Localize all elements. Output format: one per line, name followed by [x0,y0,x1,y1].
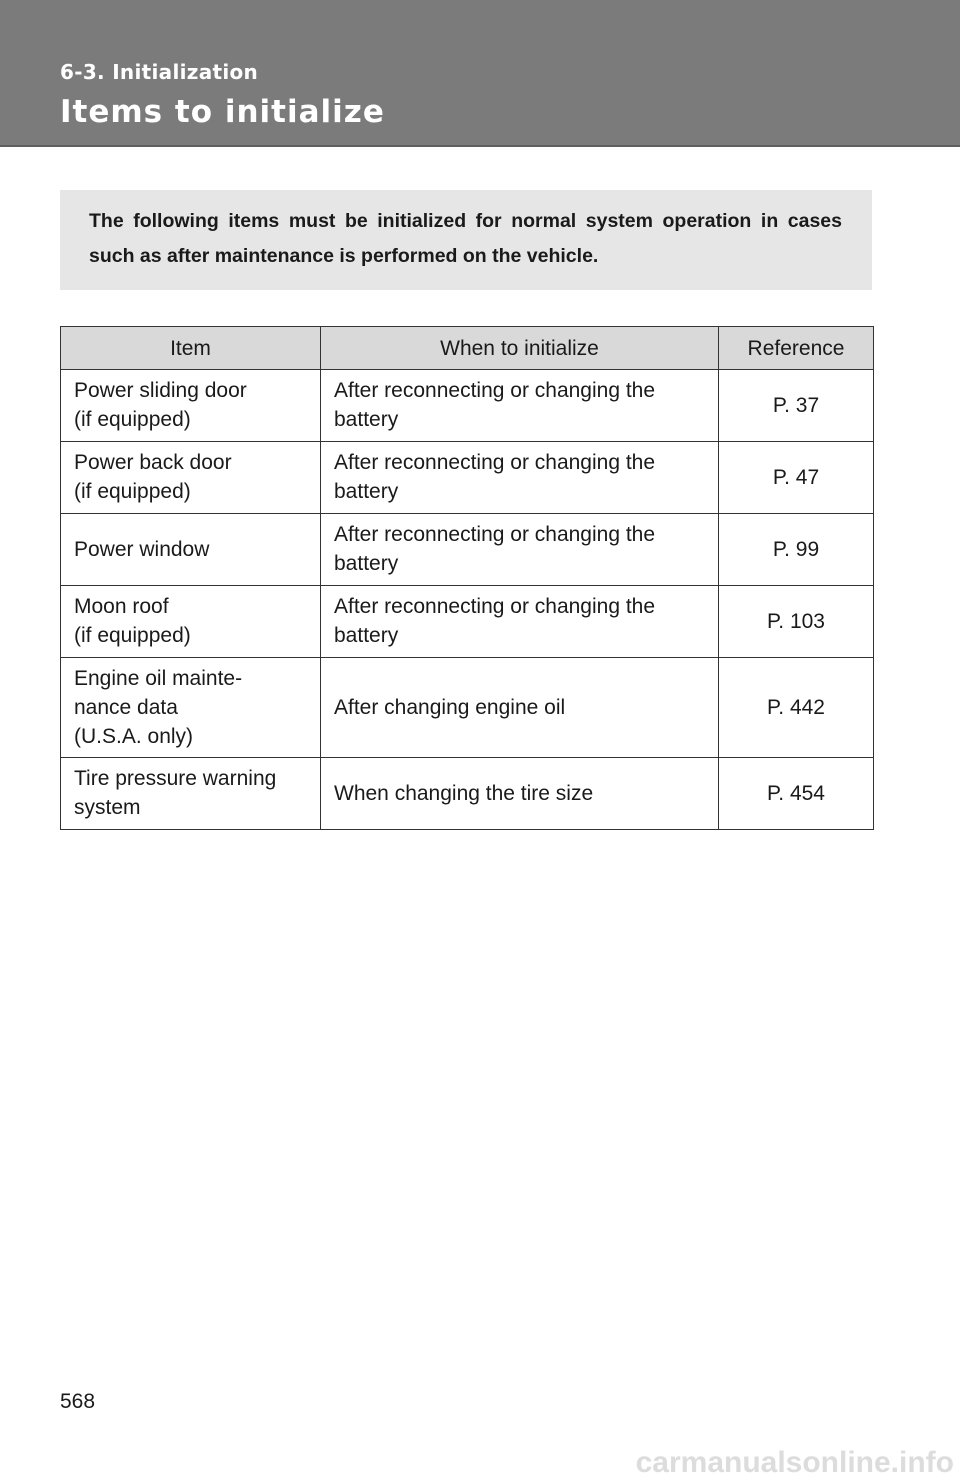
item-cell [61,658,321,758]
when-cell [321,514,719,586]
column-header-reference: Reference [719,327,874,370]
reference-cell: P. 103 [719,586,874,658]
when-text: After reconnecting or changing the [334,451,656,474]
reference-cell: P. 47 [719,442,874,514]
item-text: nance data [74,695,178,719]
table-row [61,514,874,586]
table-header-row [61,327,874,370]
when-text: battery [334,480,399,503]
when-cell [321,758,719,830]
item-cell [61,514,321,586]
item-text: Engine oil mainte- [74,666,243,690]
when-text: After reconnecting or changing the [334,523,656,546]
when-text: After changing engine oil [334,695,566,719]
page-title: Items to initialize [60,94,385,130]
when-text: battery [334,408,399,431]
table-row [61,758,874,830]
when-text: When changing the tire size [334,781,594,805]
item-text: (if equipped) [74,408,191,431]
when-text: battery [334,624,399,647]
item-cell [61,370,321,442]
item-cell [61,442,321,514]
when-cell [321,658,719,758]
when-text: battery [334,552,399,575]
item-text: Power sliding door [74,379,247,402]
item-text: (if equipped) [74,624,191,647]
section-label: 6-3. Initialization [60,60,259,84]
table-row [61,442,874,514]
item-text: system [74,796,141,819]
reference-cell: P. 454 [719,758,874,830]
item-text: Power back door [74,451,232,474]
when-cell [321,586,719,658]
item-text: (if equipped) [74,480,191,503]
item-text: (U.S.A. only) [74,724,194,748]
when-text: After reconnecting or changing the [334,379,656,402]
column-header-when: When to initialize [321,327,719,370]
item-cell [61,758,321,830]
item-text: Tire pressure warning [74,767,277,790]
page-number: 568 [60,1390,96,1413]
reference-cell: P. 99 [719,514,874,586]
column-header-item: Item [61,327,321,370]
initialization-table [60,326,874,830]
reference-cell: P. 442 [719,658,874,758]
reference-cell: P. 37 [719,370,874,442]
table-row [61,586,874,658]
watermark: carmanualsonline.info [635,1446,954,1479]
intro-text: The following items must be initialized for normal system operation in cases such as after maintenance is performed on the vehicle. [89,210,842,267]
table-row [61,370,874,442]
item-text: Moon roof [74,595,169,618]
when-cell [321,442,719,514]
when-text: After reconnecting or changing the [334,595,656,618]
when-cell [321,370,719,442]
item-text: Power window [74,537,210,561]
table-row [61,658,874,758]
item-cell [61,586,321,658]
intro-box [60,190,872,290]
